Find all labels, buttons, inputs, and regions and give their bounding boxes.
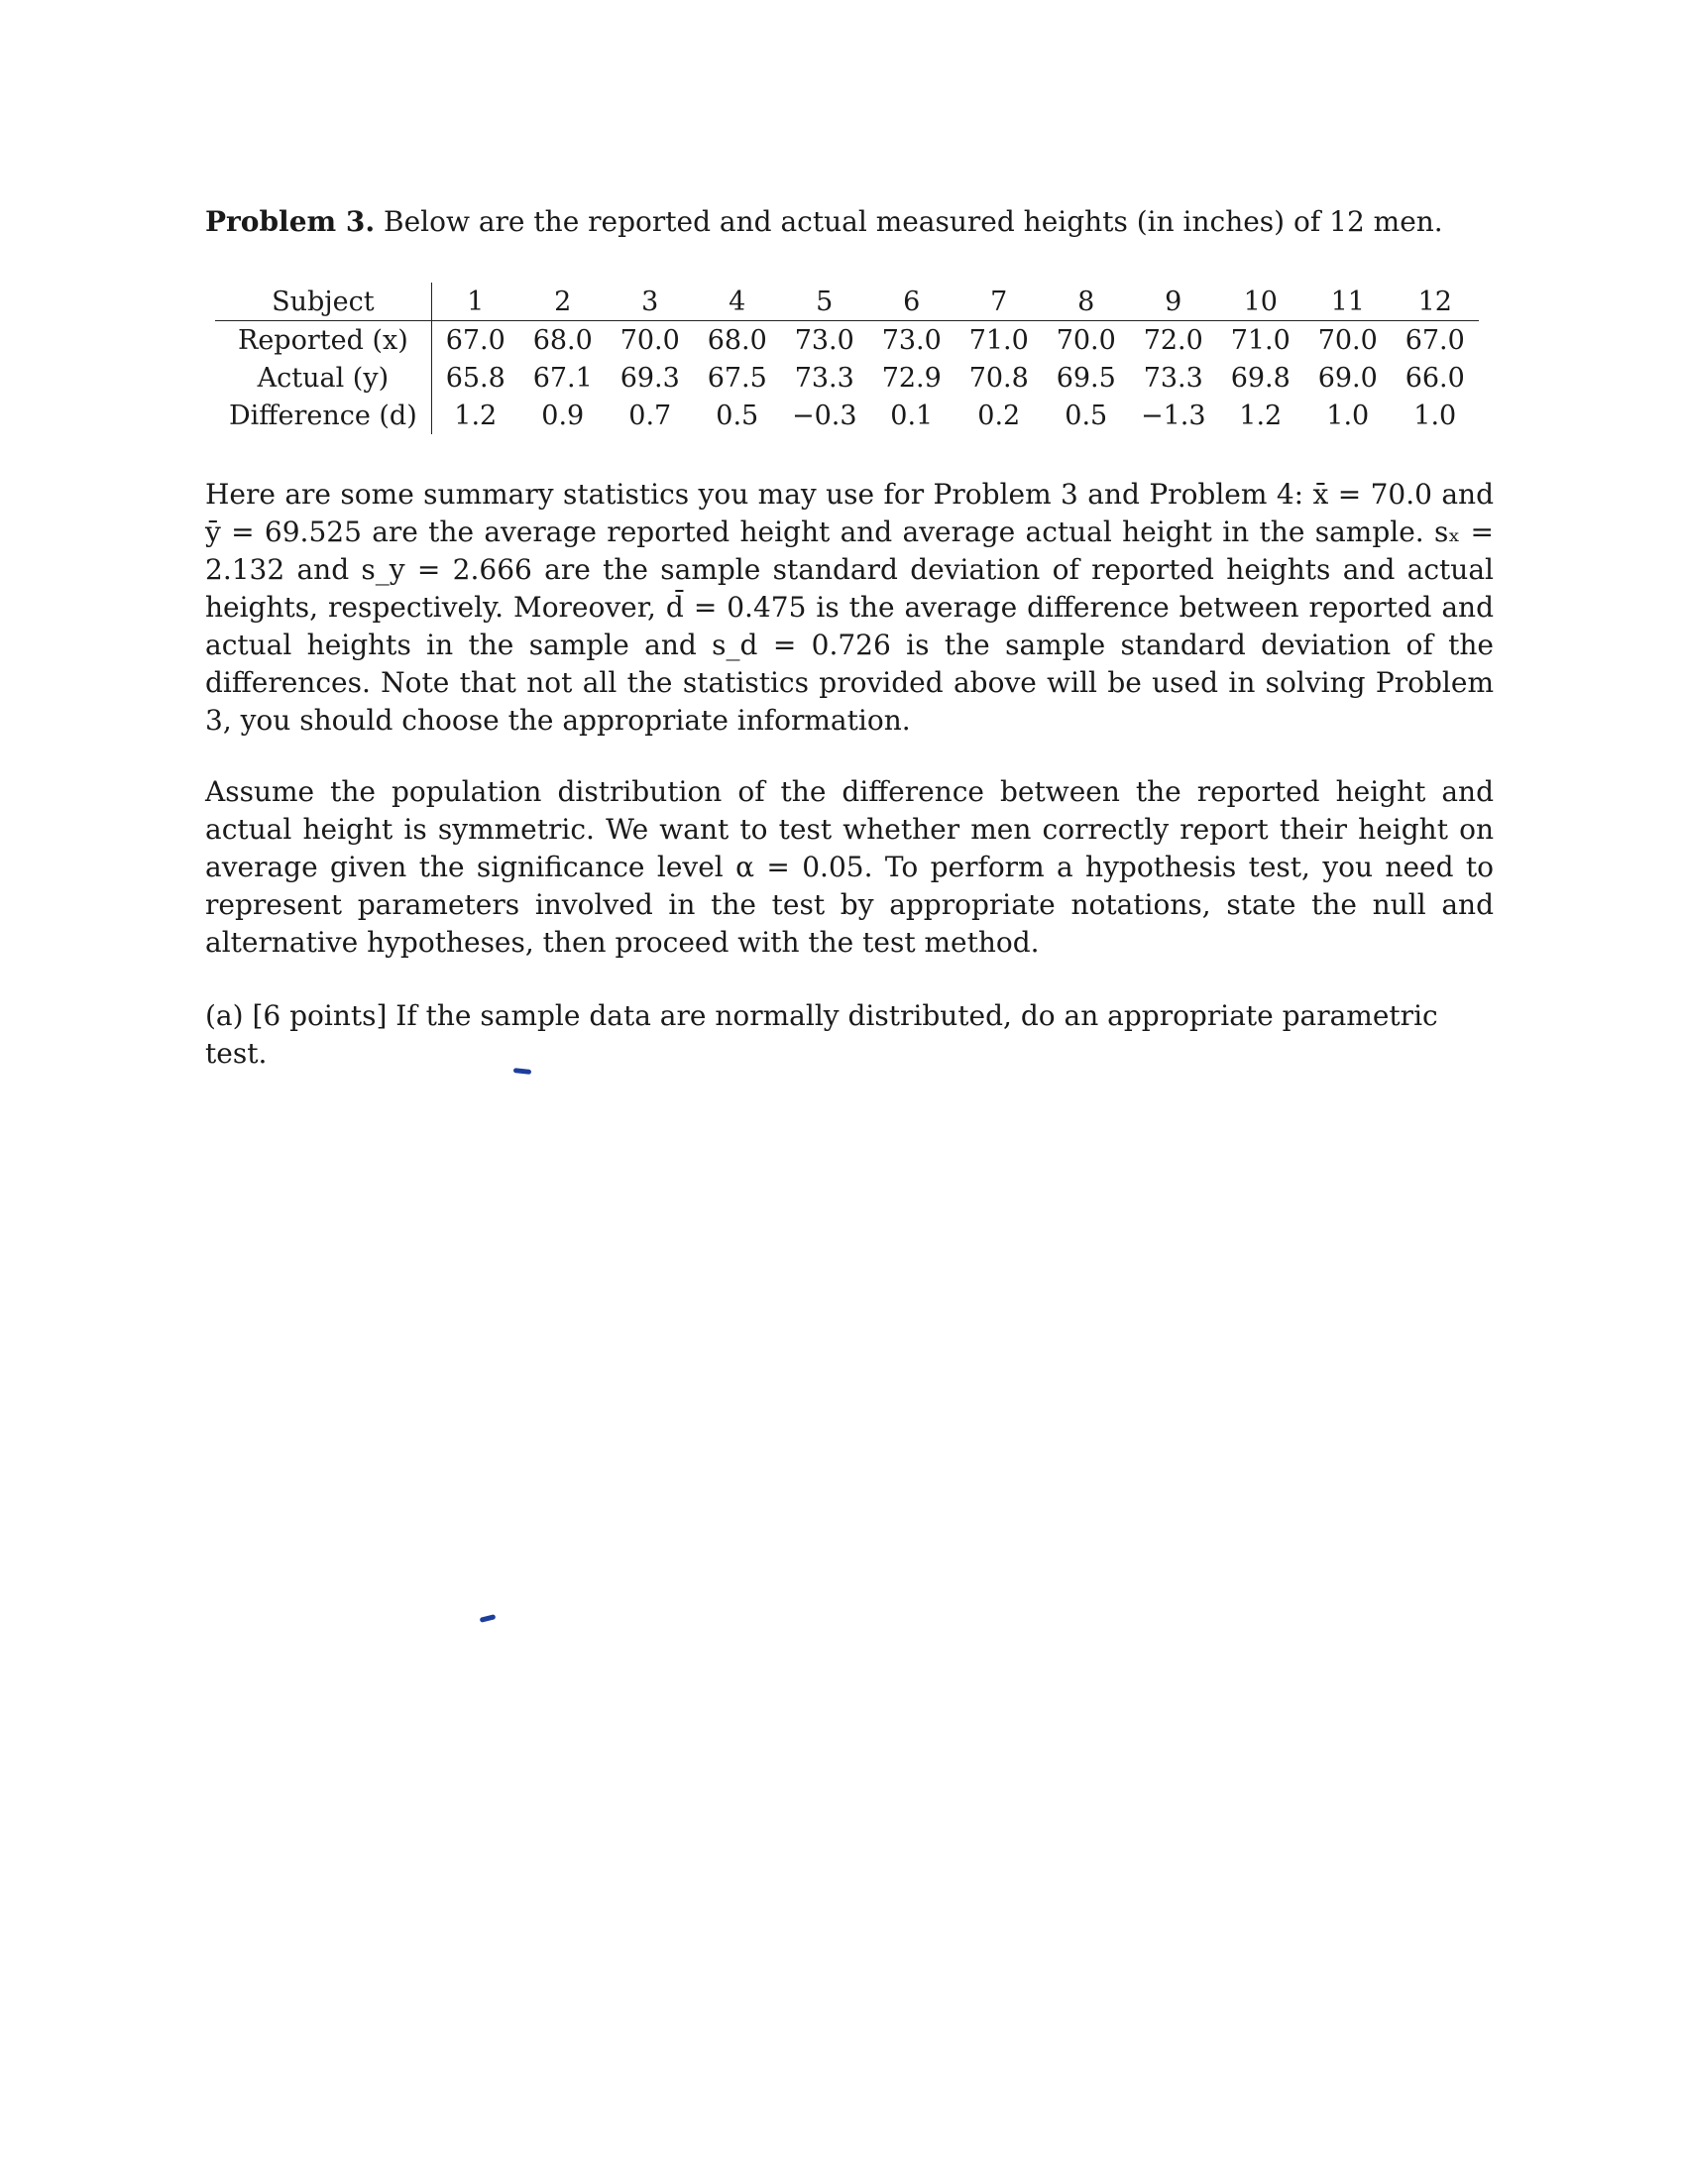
actual-cell: 72.9 xyxy=(881,362,942,394)
actual-cell: 65.8 xyxy=(445,362,506,394)
actual-cell: 69.5 xyxy=(1056,362,1116,394)
table-row xyxy=(215,359,1479,397)
reported-cell: 68.0 xyxy=(532,324,593,356)
reported-cell: 70.0 xyxy=(1317,324,1378,356)
subject-cell: 8 xyxy=(1043,283,1130,321)
subject-cell: 4 xyxy=(694,283,781,321)
difference-cell: 0.9 xyxy=(541,400,585,431)
difference-cell: 0.1 xyxy=(890,400,934,431)
actual-cell: 67.5 xyxy=(707,362,767,394)
table-header-row xyxy=(215,283,1479,321)
problem-intro-text: Below are the reported and actual measured heights (in inches) of 12 men. xyxy=(384,205,1443,238)
reported-cell: 72.0 xyxy=(1143,324,1203,356)
subject-cell: 9 xyxy=(1130,283,1217,321)
reported-cell: 71.0 xyxy=(968,324,1029,356)
actual-cell: 73.3 xyxy=(1143,362,1203,394)
subject-cell: 6 xyxy=(868,283,955,321)
reported-row-label: Reported (x) xyxy=(215,321,431,360)
actual-row-label: Actual (y) xyxy=(215,359,431,397)
difference-cell: 1.0 xyxy=(1326,400,1370,431)
table-header-label: Subject xyxy=(215,283,431,321)
subject-cell: 2 xyxy=(519,283,607,321)
difference-cell: 0.5 xyxy=(716,400,759,431)
table-row xyxy=(215,321,1479,360)
reported-cell: 70.0 xyxy=(619,324,680,356)
assumption-paragraph: Assume the population distribution of the difference between the reported height and actual height is symmetric. We want to test whether men correctly report their height on average given the significance level α = 0.05. To perform a hypothesis test, you need to represent parameters involved in the test by appropriate notations, state the null and alternative hypotheses, then proceed with the test method. xyxy=(205,775,1494,959)
difference-cell: 0.7 xyxy=(628,400,672,431)
problem-heading xyxy=(205,203,1494,241)
subject-cell: 10 xyxy=(1217,283,1304,321)
difference-cell: 1.2 xyxy=(1239,400,1283,431)
document-page xyxy=(205,203,1494,1100)
heights-table xyxy=(215,283,1479,434)
subject-cell: 5 xyxy=(781,283,868,321)
subject-cell: 3 xyxy=(607,283,694,321)
reported-cell: 73.0 xyxy=(881,324,942,356)
summary-statistics-paragraph: Here are some summary statistics you may use for Problem 3 and Problem 4: x̄ = 70.0 and ȳ = 69.525 are the average reported height and average actual height in the sample. sₓ = 2.132 and s_y = 2.666 are the sample standard deviation of reported heights and actual heights, respectively. Moreover, d̄ = 0.475 is the average difference between reported and actual heights in the sample and s_d = 0.726 is the sample standard deviation of the differences. Note that not all the statistics provided above will be used in solving Problem 3, you should choose the appropriate information. xyxy=(205,478,1494,737)
table-row xyxy=(215,397,1479,434)
actual-cell: 69.8 xyxy=(1230,362,1291,394)
actual-cell: 69.3 xyxy=(619,362,680,394)
part-a-question: (a) [6 points] If the sample data are normally distributed, do an appropriate parametric test. xyxy=(205,999,1438,1070)
subject-cell: 7 xyxy=(955,283,1043,321)
difference-cell: 0.2 xyxy=(977,400,1021,431)
reported-cell: 68.0 xyxy=(707,324,767,356)
actual-cell: 73.3 xyxy=(794,362,854,394)
difference-cell: 1.2 xyxy=(454,400,498,431)
reported-cell: 67.0 xyxy=(445,324,506,356)
problem-label: Problem 3. xyxy=(205,205,376,238)
actual-cell: 67.1 xyxy=(532,362,593,394)
subject-cell: 11 xyxy=(1304,283,1392,321)
reported-cell: 73.0 xyxy=(794,324,854,356)
difference-cell: −1.3 xyxy=(1140,400,1206,431)
actual-cell: 70.8 xyxy=(968,362,1029,394)
actual-cell: 69.0 xyxy=(1317,362,1378,394)
reported-cell: 71.0 xyxy=(1230,324,1291,356)
difference-cell: 1.0 xyxy=(1413,400,1457,431)
subject-cell: 12 xyxy=(1392,283,1479,321)
actual-cell: 66.0 xyxy=(1404,362,1465,394)
difference-cell: 0.5 xyxy=(1065,400,1108,431)
subject-cell: 1 xyxy=(431,283,519,321)
pen-stroke-mark xyxy=(480,1614,497,1623)
difference-cell: −0.3 xyxy=(791,400,857,431)
reported-cell: 70.0 xyxy=(1056,324,1116,356)
reported-cell: 67.0 xyxy=(1404,324,1465,356)
difference-row-label: Difference (d) xyxy=(215,397,431,434)
